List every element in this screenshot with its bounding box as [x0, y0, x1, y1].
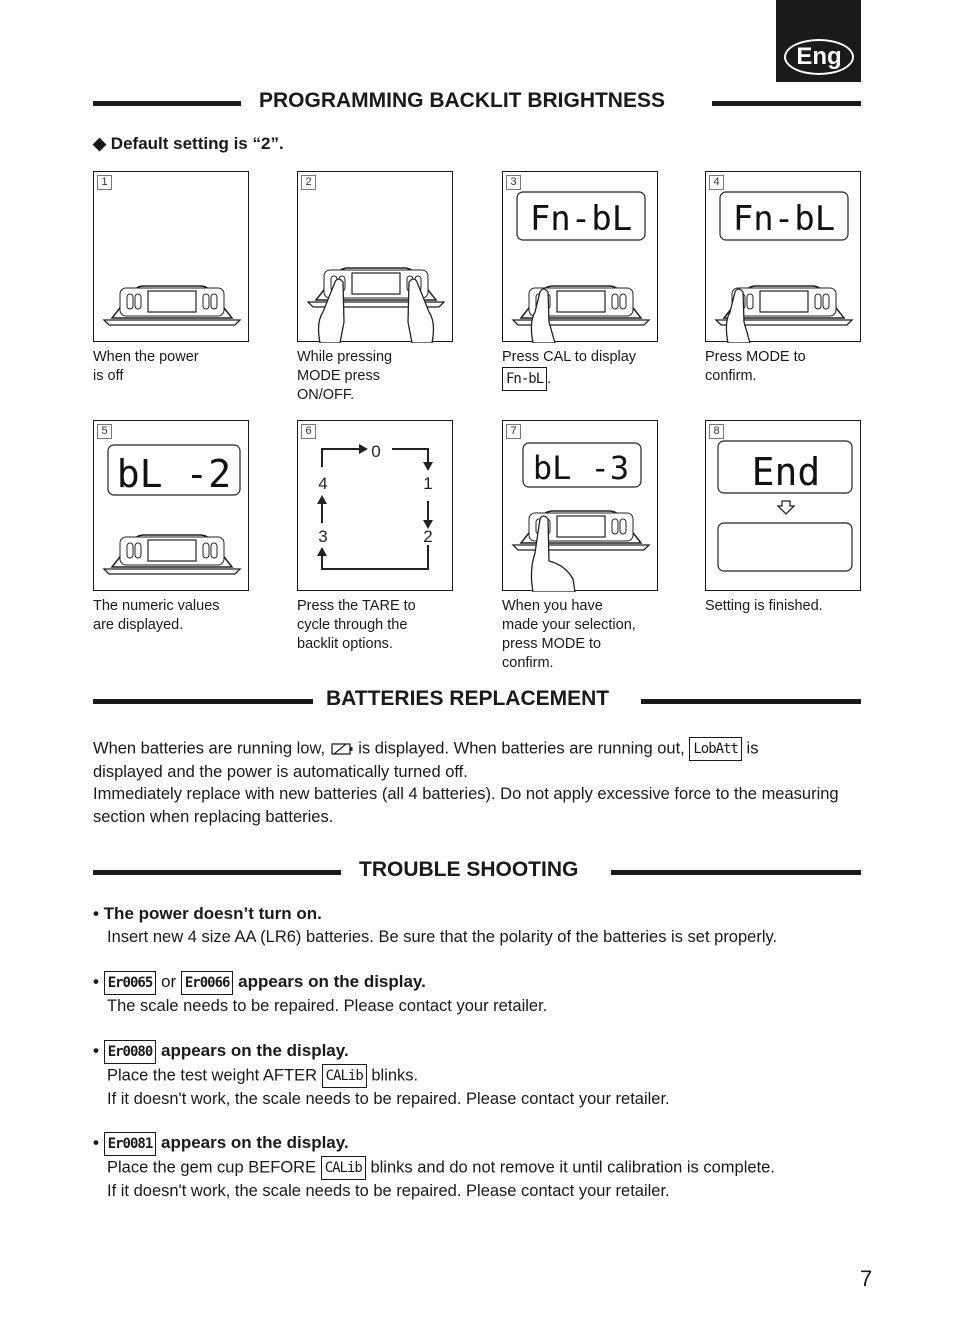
step-6	[297, 420, 453, 654]
lcd-inline-icon: Er0080	[104, 1040, 157, 1064]
batteries-paragraph-2: Immediately replace with new batteries (all 4 batteries). Do not apply excessive force to the measuring section when replacing batteries.	[93, 785, 839, 826]
step-number: 8	[709, 424, 724, 439]
step-caption	[502, 348, 658, 391]
scale-press-illustration	[503, 421, 659, 592]
lcd-inline-icon: Er0066	[181, 971, 234, 995]
step-illustration	[502, 420, 658, 591]
paragraph-text: is	[746, 739, 759, 758]
step-caption: When you have made your selection, press MODE to confirm.	[502, 598, 636, 671]
trouble-heading: • The power doesn’t turn on.	[93, 904, 322, 923]
section-heading-batteries	[93, 687, 861, 717]
cycle-value-1: 1	[423, 474, 433, 493]
step-8	[705, 420, 861, 616]
arrow-down-icon	[778, 501, 794, 514]
lcd-inline-icon: Er0081	[104, 1132, 157, 1156]
step-illustration	[93, 171, 249, 342]
step-2	[297, 171, 453, 405]
trouble-item-1	[93, 902, 863, 949]
caption-text: Press CAL to display	[502, 349, 637, 365]
step-number: 5	[97, 424, 112, 439]
caption-text: .	[547, 370, 552, 387]
cycle-value-3: 3	[318, 527, 328, 546]
heading-text: appears on the display.	[161, 1133, 349, 1152]
step-illustration	[93, 420, 249, 591]
page-number: 7	[860, 1266, 873, 1291]
trouble-heading: • Er0080 appears on the display.	[93, 1039, 863, 1064]
heading-rule	[712, 101, 861, 106]
default-setting-note: ◆ Default setting is “2”.	[93, 134, 284, 153]
trouble-item-4	[93, 1131, 863, 1203]
trouble-body: If it doesn't work, the scale needs to be repaired. Please contact your retailer.	[107, 1181, 670, 1200]
step-illustration	[297, 171, 453, 342]
lcd-inline-icon: Fn-bL	[502, 367, 547, 391]
paragraph-text: is displayed. When batteries are running out,	[358, 739, 685, 758]
step-caption: When the power is off	[93, 349, 199, 384]
trouble-item-3	[93, 1039, 863, 1111]
trouble-body: If it doesn't work, the scale needs to be repaired. Please contact your retailer.	[107, 1089, 670, 1108]
step-caption: Press the TARE to cycle through the backlit options.	[297, 598, 416, 652]
scale-illustration	[94, 172, 250, 343]
lcd-display-text: Fn-bL	[732, 199, 836, 239]
body-text: Place the gem cup BEFORE	[107, 1157, 317, 1176]
section-title: TROUBLE SHOOTING	[359, 858, 579, 881]
trouble-body	[93, 1064, 863, 1088]
step-4	[705, 171, 861, 386]
section-heading-trouble	[93, 858, 861, 888]
or-text: or	[161, 972, 177, 991]
heading-rule	[611, 870, 861, 875]
lcd-display-text: bL -2	[116, 452, 232, 496]
trouble-heading: • Er0065 or Er0066 appears on the display.	[93, 970, 863, 995]
scale-illustration	[94, 421, 250, 592]
step-caption: Press MODE to confirm.	[705, 349, 806, 384]
step-3	[502, 171, 658, 391]
scale-two-fingers-illustration	[298, 172, 454, 343]
heading-rule	[641, 699, 861, 704]
paragraph-text: When batteries are running low,	[93, 739, 326, 758]
trouble-heading: • Er0081 appears on the display.	[93, 1131, 863, 1156]
step-number: 2	[301, 175, 316, 190]
lcd-inline-icon: CALib	[322, 1064, 367, 1088]
step-illustration	[705, 171, 861, 342]
step-5	[93, 420, 249, 635]
step-caption: Setting is finished.	[705, 598, 823, 614]
heading-text: appears on the display.	[161, 1041, 349, 1060]
scale-press-illustration	[503, 172, 659, 343]
trouble-item-2	[93, 970, 863, 1018]
heading-rule	[93, 870, 341, 875]
batteries-paragraph-1	[93, 737, 853, 784]
lcd-display-text: Fn-bL	[529, 199, 633, 239]
step-caption: The numeric values are displayed.	[93, 598, 220, 633]
lcd-display-text: bL -3	[532, 449, 630, 487]
step-number: 4	[709, 175, 724, 190]
section-title: BATTERIES REPLACEMENT	[326, 687, 610, 710]
step-1	[93, 171, 249, 386]
step-number: 1	[97, 175, 112, 190]
cycle-diagram	[298, 421, 454, 592]
step-number: 7	[506, 424, 521, 439]
body-text: blinks.	[371, 1065, 419, 1084]
step-caption: While pressing MODE press ON/OFF.	[297, 349, 393, 403]
language-label: Eng	[784, 39, 854, 75]
heading-rule	[93, 699, 313, 704]
step-illustration	[705, 420, 861, 591]
trouble-body: The scale needs to be repaired. Please contact your retailer.	[107, 996, 548, 1015]
body-text: Place the test weight AFTER	[107, 1065, 318, 1084]
scale-press-illustration	[706, 172, 862, 343]
body-text: blinks and do not remove it until calibration is complete.	[370, 1157, 775, 1176]
lcd-inline-icon: CALib	[321, 1156, 366, 1180]
step-illustration	[297, 420, 453, 591]
lcd-inline-icon: Er0065	[104, 971, 157, 995]
step-number: 6	[301, 424, 316, 439]
trouble-body: Insert new 4 size AA (LR6) batteries. Be sure that the polarity of the batteries is set properly.	[107, 928, 778, 946]
lcd-display-text: End	[751, 450, 821, 494]
heading-text: appears on the display.	[238, 972, 426, 991]
display-end-illustration	[706, 421, 862, 592]
cycle-value-4: 4	[318, 474, 328, 493]
cycle-value-0: 0	[371, 442, 381, 461]
section-title: PROGRAMMING BACKLIT BRIGHTNESS	[259, 89, 665, 112]
lcd-inline-icon: LobAtt	[689, 737, 742, 761]
section-heading-backlit	[93, 89, 861, 119]
step-number: 3	[506, 175, 521, 190]
cycle-value-2: 2	[423, 527, 433, 546]
step-7	[502, 420, 658, 673]
trouble-body	[93, 1156, 863, 1180]
heading-rule	[93, 101, 241, 106]
low-battery-icon	[330, 742, 354, 756]
paragraph-text: displayed and the power is automatically turned off.	[93, 763, 468, 781]
step-illustration	[502, 171, 658, 342]
language-tab	[776, 0, 861, 82]
